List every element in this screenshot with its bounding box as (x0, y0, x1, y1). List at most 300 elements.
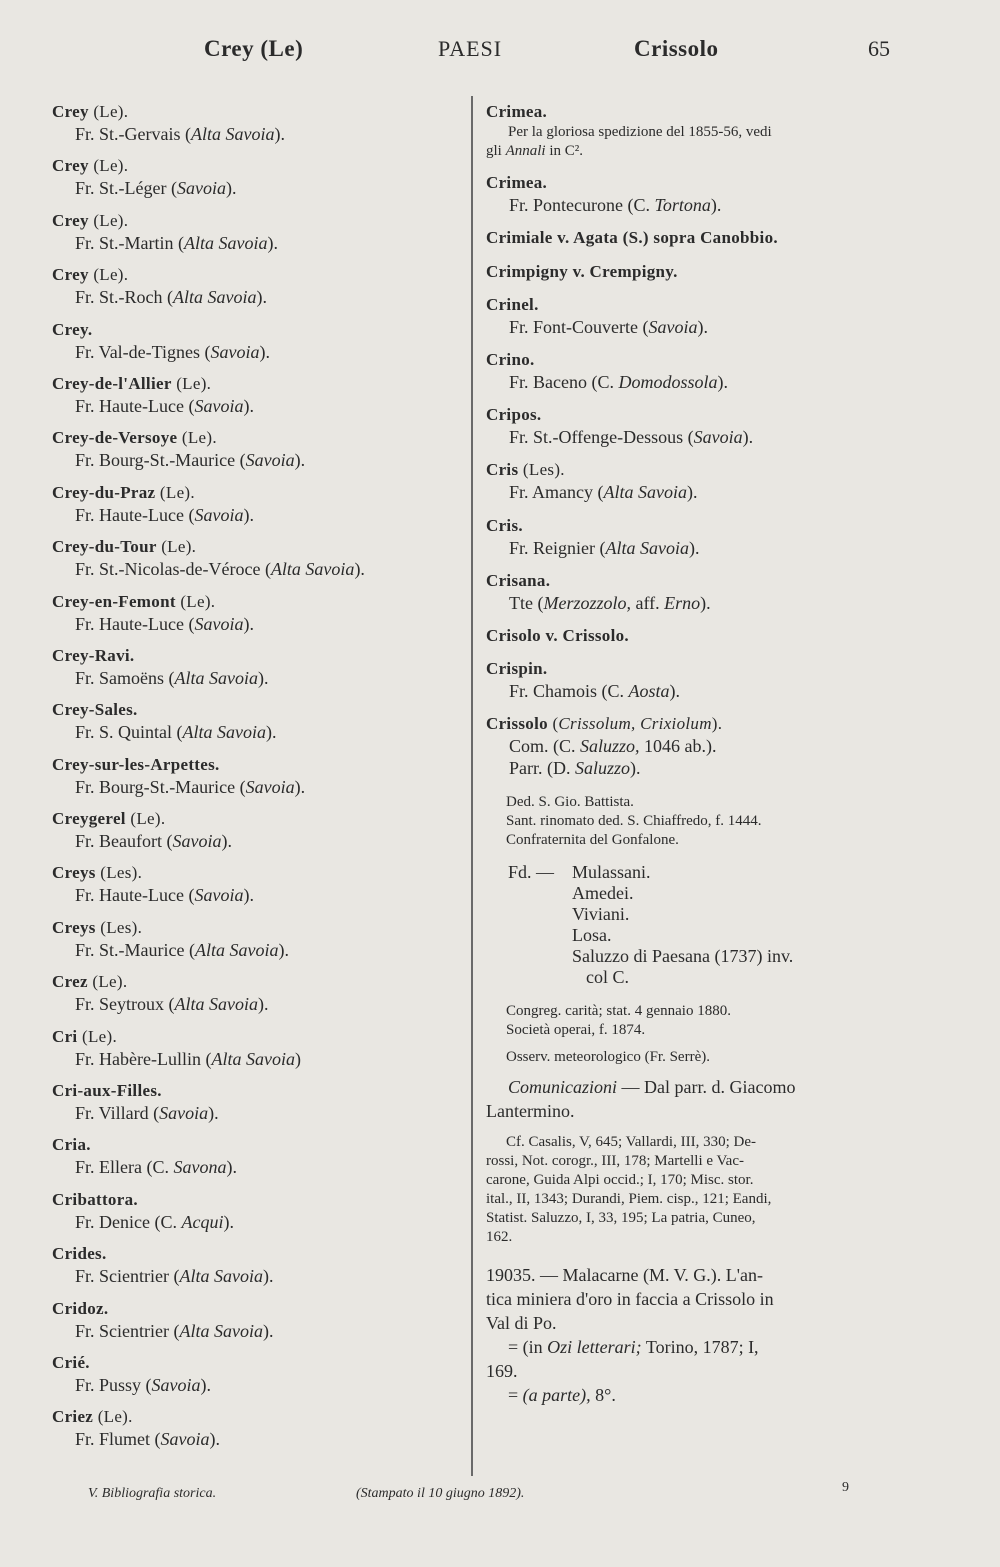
entry-sub (52, 1320, 462, 1342)
entry-head-extra: (Le). (93, 1407, 133, 1427)
gazetteer-entry (52, 1189, 462, 1233)
entry-head (52, 1243, 462, 1265)
entry-text (486, 123, 906, 142)
entry-head-text: Cridoz. (52, 1298, 109, 1318)
entry-text-part: 1046 ab.). (639, 736, 717, 757)
header-right-term: Crissolo (634, 36, 719, 61)
entry-head-text: Crissolo (486, 714, 548, 734)
gazetteer-entry (52, 1298, 462, 1342)
entry-head-extra: (Le). (87, 972, 128, 992)
entry-head-text: Crey (52, 210, 89, 230)
entry-text-italic: Savoia (194, 395, 244, 416)
entry-cris (486, 459, 906, 503)
info-line: Congreg. carità; stat. 4 gennaio 1880. (506, 1003, 731, 1020)
entry-head-text: Crey-sur-les-Arpettes. (52, 754, 220, 774)
entry-text-part: aff. (631, 592, 665, 613)
entry-head (52, 1134, 462, 1156)
entry-head (52, 808, 462, 830)
biblio-line (486, 1335, 906, 1359)
entry-head (52, 754, 462, 776)
entry-head: Crisana. (486, 570, 551, 590)
entry-head-text: Crey (52, 156, 89, 176)
entry-head-extra: (Le). (88, 102, 129, 121)
entry-text (486, 142, 906, 161)
entry-head-text: Cris (486, 460, 519, 480)
biblio-line: Val di Po. (486, 1313, 557, 1334)
entry-text-part: ). (256, 287, 268, 308)
gazetteer-entry (52, 1026, 462, 1070)
entry-text-part: Fr. Font-Couverte ( (509, 316, 649, 337)
entry-text-part: Fr. St.-Léger ( (75, 178, 177, 199)
entry-text-part: ). (266, 722, 277, 743)
cf-line: rossi, Not. corogr., III, 178; Martelli e Vac- (486, 1153, 744, 1170)
entry-sub (486, 735, 906, 757)
entry-text-part: Fr. Scientrier ( (75, 1320, 180, 1341)
entry-text-part: ). (243, 395, 254, 416)
entry-crisana (486, 570, 906, 614)
entry-text-italic: Alta Savoia (605, 537, 689, 558)
entry-text-part: ). (274, 124, 285, 144)
entry-head-text: Crey. (52, 319, 93, 339)
entry-sub (52, 1156, 462, 1178)
bibliography-entry-19035 (486, 1263, 906, 1407)
biblio-text: = (in (508, 1337, 548, 1358)
gazetteer-entry (52, 427, 462, 471)
entry-head (52, 699, 462, 721)
entry-text-italic: Erno (664, 592, 701, 613)
entry-text-part: Com. (C. (509, 736, 581, 757)
entry-head (52, 264, 462, 286)
entry-text-part: Fr. St.-Gervais ( (75, 124, 191, 144)
entry-head-extra: (Le). (88, 265, 129, 285)
entry-head: Crimpigny v. Crempigny. (486, 261, 678, 281)
entry-sub (52, 177, 462, 199)
entry-text-part: ). (243, 885, 254, 906)
entry-cris-2 (486, 515, 906, 559)
entry-text-part: Fr. Flumet ( (75, 1429, 161, 1450)
entry-text-italic: Savoia (245, 450, 295, 471)
entry-text-italic: Alta Savoia (184, 232, 268, 253)
comm-line (486, 1075, 906, 1099)
gazetteer-entry (52, 536, 462, 580)
entry-head-text: Crey-de-Versoye (52, 428, 178, 448)
entry-sub (52, 776, 462, 798)
cf-line: ital., II, 1343; Durandi, Piem. cisp., 121; Eandi, (486, 1191, 772, 1208)
biblio-line: 169. (486, 1361, 518, 1382)
entry-text-part: ). (687, 482, 698, 503)
entry-text-italic: Alta Savoia (270, 559, 355, 580)
page-number: 65 (868, 36, 890, 61)
entry-sub (486, 537, 906, 559)
entry-sub (52, 341, 462, 363)
entry-crissolo (486, 713, 906, 779)
entry-text-part: ). (259, 341, 271, 362)
entry-text-italic: Aosta (628, 681, 670, 702)
entry-sub (52, 1211, 462, 1233)
entry-text-part: ). (354, 559, 365, 580)
feudatario-name: Losa. (572, 925, 612, 946)
entry-cripos (486, 404, 906, 448)
entry-text-italic: Domodossola (618, 371, 718, 392)
entry-head (52, 1352, 462, 1374)
entry-head-text: Crides. (52, 1244, 107, 1264)
biblio-line (486, 1383, 906, 1407)
entry-head-text: Cribattora. (52, 1189, 138, 1209)
entry-head (486, 713, 906, 735)
entry-head-text: Crié. (52, 1352, 90, 1372)
entry-text-part: Fr. Val-de-Tignes ( (75, 341, 211, 362)
entry-sub (52, 884, 462, 906)
entry-text-part: Per la gloriosa spedizione del 1855-56, vedi (508, 124, 772, 140)
entry-text-part: ). (278, 939, 289, 960)
entry-sub (52, 613, 462, 635)
entry-text-part: ). (717, 371, 729, 392)
entry-head-text: Creys (52, 863, 96, 883)
entry-head: Crispin. (486, 659, 548, 679)
entry-text-part: Fr. Pontecurone (C. (509, 195, 655, 216)
entry-head (52, 427, 462, 449)
entry-head (52, 1189, 462, 1211)
entry-head: Crimea. (486, 173, 548, 193)
entry-text-part: Tte ( (509, 592, 544, 613)
entry-text-part: Fr. S. Quintal ( (75, 722, 183, 743)
gazetteer-entry (52, 645, 462, 689)
entry-crimpigny (486, 261, 906, 283)
entry-text-italic: Alta Savoia (179, 1320, 263, 1341)
biblio-line: 19035. — Malacarne (M. V. G.). L'an- (486, 1265, 764, 1286)
entry-text-part: Fr. Haute-Luce ( (75, 613, 195, 634)
entry-text-part: ) (294, 1048, 301, 1069)
gazetteer-entry (52, 101, 462, 145)
info-line: Confraternita del Gonfalone. (506, 832, 679, 849)
entry-head: Crimea. (486, 102, 548, 121)
gazetteer-entry (52, 264, 462, 308)
right-column (486, 101, 906, 1407)
gazetteer-entry (52, 373, 462, 417)
entry-sub (52, 504, 462, 526)
gazetteer-entry (52, 862, 462, 906)
entry-text-part: in C². (545, 143, 584, 159)
entry-sub (52, 939, 462, 961)
gazetteer-entry (52, 210, 462, 254)
entry-head (52, 917, 462, 939)
entry-head-extra: (Le). (171, 373, 212, 393)
entry-text-italic: Savoia (210, 341, 260, 362)
entry-text-part: ). (258, 994, 269, 1015)
gazetteer-entry (52, 155, 462, 199)
entry-text-italic: Saluzzo, (580, 736, 640, 757)
entry-head-extra: (Le). (77, 1026, 118, 1046)
entry-text-part: ). (243, 504, 254, 525)
entry-text-part: gli (486, 143, 506, 159)
entry-head: Crimiale v. Agata (S.) sopra Canobbio. (486, 228, 778, 248)
entry-crimiale (486, 227, 906, 249)
entry-crimea (486, 101, 906, 161)
biblio-text: Torino, 1787; I, (641, 1337, 759, 1358)
entry-head: Cripos. (486, 405, 542, 425)
entry-text-part: ). (294, 776, 306, 797)
entry-head-text: Crey (52, 102, 89, 121)
entry-sub (52, 558, 462, 580)
entry-crino (486, 349, 906, 393)
feudatario-name: Amedei. (572, 883, 634, 904)
comm-italic: Comunicazioni (508, 1077, 618, 1098)
entry-text-part: Fr. Baceno (C. (509, 371, 619, 392)
entry-text-part: ). (226, 1157, 237, 1178)
entry-text-part: ). (262, 1320, 274, 1341)
entry-text-italic: Savoia (159, 1103, 209, 1124)
entry-sub (52, 449, 462, 471)
entry-text-part: Fr. Habère-Lullin ( (75, 1048, 212, 1069)
left-column (52, 101, 462, 1461)
footer-print-date: (Stampato il 10 giugno 1892). (356, 1486, 525, 1501)
entry-head (52, 319, 462, 341)
entry-text-part: ). (209, 1429, 221, 1450)
entry-text-part: ). (208, 1103, 219, 1124)
entry-text-italic: Merzozzolo, (543, 592, 631, 613)
entry-text-part: ). (267, 232, 279, 253)
entry-head-text: Cria. (52, 1135, 91, 1155)
entry-text-italic: Savoia (160, 1429, 210, 1450)
entry-text-part: ). (200, 1374, 212, 1395)
entry-head (52, 482, 462, 504)
info-line: Osserv. meteorologico (Fr. Serrè). (506, 1049, 710, 1066)
entry-crispin (486, 658, 906, 702)
entry-head (52, 1026, 462, 1048)
entry-text-part: ). (710, 195, 722, 216)
gazetteer-entry (52, 917, 462, 961)
cf-line: 162. (486, 1229, 513, 1246)
entry-sub (486, 426, 906, 448)
entry-text-part: Fr. Chamois (C. (509, 681, 629, 702)
entry-sub (52, 830, 462, 852)
entry-text-part: ). (669, 681, 681, 702)
feudatario-name: Mulassani. (572, 862, 651, 883)
cf-line: Statist. Saluzzo, I, 33, 195; La patria, Cuneo, (486, 1210, 756, 1227)
gazetteer-entry (52, 591, 462, 635)
entry-sub (486, 680, 906, 702)
entry-text-italic: Savoia (194, 504, 244, 525)
entry-sub (52, 993, 462, 1015)
entry-head (52, 1406, 462, 1428)
entry-text-part: Fr. St.-Roch ( (75, 287, 174, 308)
gazetteer-entry (52, 1243, 462, 1287)
entry-head-text: Creys (52, 917, 96, 937)
entry-head-text: Creygerel (52, 809, 126, 829)
entry-crimea-2 (486, 172, 906, 216)
entry-text-part: Fr. Scientrier ( (75, 1266, 180, 1287)
entry-head-extra: ( (547, 714, 559, 734)
cf-references (486, 1133, 906, 1247)
entry-sub (52, 1048, 462, 1070)
entry-text-part: Fr. St.-Martin ( (75, 232, 185, 253)
feudatario-name: Saluzzo di Paesana (1737) inv. (572, 946, 794, 967)
entry-text-part: ). (262, 1266, 274, 1287)
entry-head-text: Crey-Sales. (52, 700, 138, 720)
entry-head-text: Crey-du-Praz (52, 482, 156, 502)
feudatari-list (486, 862, 906, 988)
footer-sheet-number: 9 (842, 1480, 849, 1495)
entry-sub (486, 371, 906, 393)
entry-text-italic: Alta Savoia (174, 667, 259, 688)
entry-head: Crino. (486, 349, 535, 369)
biblio-italic: (a parte), (522, 1385, 591, 1406)
entry-sub (52, 1428, 462, 1450)
entry-text-part: Fr. Ellera (C. (75, 1157, 174, 1178)
entry-text-italic: Savoia (172, 831, 222, 852)
entry-text-part: Fr. St.-Maurice ( (75, 939, 195, 960)
entry-text-part: Fr. Reignier ( (509, 537, 606, 558)
entry-text-italic: Savoia (648, 316, 698, 337)
entry-text-part: ). (225, 178, 237, 199)
entry-text-part: ). (689, 537, 700, 558)
entry-head-extra: (Les). (95, 863, 143, 883)
entry-head-text: Crey-en-Femont (52, 591, 176, 611)
entry-text-italic: Savoia (194, 885, 244, 906)
entry-text-italic: Alta Savoia (194, 939, 279, 960)
entry-text-part: ). (221, 831, 232, 852)
entry-head: Crinel. (486, 294, 539, 314)
entry-head (52, 101, 462, 123)
page-footer (0, 1480, 1000, 1510)
entry-head (52, 862, 462, 884)
entry-sub (486, 481, 906, 503)
entry-sub (52, 1265, 462, 1287)
entry-sub (52, 395, 462, 417)
entry-sub (486, 194, 906, 216)
entry-text-part: ). (697, 316, 708, 337)
entry-head-text: Crey (52, 265, 89, 285)
info-line: Sant. rinomato ded. S. Chiaffredo, f. 1444. (506, 813, 762, 830)
gazetteer-entry (52, 1134, 462, 1178)
entry-text-part: ). (700, 592, 711, 613)
footer-left-text: V. Bibliografia storica. (88, 1486, 217, 1501)
entry-head-text: Crez (52, 972, 88, 992)
communications (486, 1075, 906, 1123)
entry-text-italic: Saluzzo (575, 758, 631, 779)
biblio-italic: Ozi letterari; (547, 1337, 642, 1358)
entry-text-italic: Savona (173, 1157, 227, 1178)
entry-sub (486, 316, 906, 338)
entry-sub (52, 232, 462, 254)
gazetteer-entry (52, 482, 462, 526)
entry-crisolo (486, 625, 906, 647)
entry-text-italic: Savoia (176, 178, 226, 199)
entry-text-part: ). (243, 613, 254, 634)
entry-head (52, 971, 462, 993)
entry-text-part: Fr. Bourg-St.-Maurice ( (75, 450, 246, 471)
biblio-text: = (508, 1385, 523, 1406)
entry-text-part: Fr. St.-Nicolas-de-Véroce ( (75, 559, 271, 580)
entry-text-italic: Alta Savoia (211, 1048, 295, 1069)
entry-head (52, 1080, 462, 1102)
column-divider (471, 96, 473, 1476)
entry-text-part: Fr. Haute-Luce ( (75, 504, 195, 525)
entry-text-italic: Savoia (194, 613, 244, 634)
entry-head-extra: (Le). (88, 156, 129, 176)
entry-head-extra: (Le). (177, 428, 217, 448)
entry-sub (52, 721, 462, 743)
entry-head-extra: (Les). (518, 460, 565, 480)
entry-head-extra: (Le). (125, 809, 166, 829)
entry-sub (52, 286, 462, 308)
entry-sub (486, 592, 906, 614)
entry-text-italic: Alta Savoia (191, 124, 275, 144)
entry-text-italic: Alta Savoia (174, 994, 259, 1015)
info-line: Società operai, f. 1874. (506, 1022, 646, 1039)
feudatario-name: Viviani. (572, 904, 630, 925)
entry-head-extra: (Le). (175, 591, 216, 611)
comm-line: Lantermino. (486, 1101, 575, 1122)
entry-head-extra: (Le). (156, 537, 197, 557)
entry-text-italic: Acqui (181, 1211, 224, 1232)
entry-head (486, 459, 906, 481)
gazetteer-entry (52, 1406, 462, 1450)
entry-text-italic: Savoia (245, 776, 295, 797)
gazetteer-entry (52, 971, 462, 1015)
entry-text-italic: Alta Savoia (173, 287, 257, 308)
entry-head (52, 155, 462, 177)
entry-head: Crisolo v. Crissolo. (486, 625, 629, 645)
cf-line: carone, Guida Alpi occid.; I, 170; Misc. stor. (486, 1172, 754, 1189)
entry-text-part: Fr. Amancy ( (509, 482, 604, 503)
entry-head (52, 645, 462, 667)
entry-text-part: Fr. Beaufort ( (75, 831, 173, 852)
header-left-term: Crey (Le) (204, 36, 304, 61)
feudatario-name: col C. (586, 967, 629, 988)
crissolo-observatory (486, 1048, 906, 1067)
entry-sub (52, 123, 462, 145)
entry-text-italic: Savoia (151, 1374, 201, 1395)
gazetteer-entry (52, 699, 462, 743)
biblio-text: 8°. (590, 1385, 616, 1406)
entry-text-part: Fr. Villard ( (75, 1103, 160, 1124)
entry-sub (52, 1374, 462, 1396)
entry-text-part: ). (630, 758, 641, 779)
feudatari-label: Fd. — (508, 862, 555, 883)
entry-text-part: ). (258, 667, 269, 688)
entry-head (52, 591, 462, 613)
entry-text-part: Fr. Denice (C. (75, 1211, 182, 1232)
entry-head-text: Cri-aux-Filles. (52, 1081, 162, 1101)
entry-head-text: Cri (52, 1026, 78, 1046)
entry-sub (486, 757, 906, 779)
entry-text-italic: Savoia (693, 427, 743, 448)
entry-text-part: Fr. St.-Offenge-Dessous ( (509, 427, 694, 448)
feudatari-names (572, 862, 793, 988)
gazetteer-entry (52, 319, 462, 363)
entry-text-part: Fr. Bourg-St.-Maurice ( (75, 776, 246, 797)
entry-sub (52, 1102, 462, 1124)
entry-text-part: ). (223, 1211, 234, 1232)
entry-text-part: Parr. (D. (509, 758, 575, 779)
entry-text-part: ). (294, 450, 306, 471)
gazetteer-entry (52, 808, 462, 852)
entry-head-extra: (Le). (88, 210, 129, 230)
entry-text-italic: Tortona (654, 195, 711, 216)
header-section-title: PAESI (438, 36, 503, 61)
entry-head-text: Crey-Ravi. (52, 645, 135, 665)
running-header (0, 36, 1000, 76)
entry-head-text: Criez (52, 1407, 94, 1427)
info-line: Ded. S. Gio. Battista. (506, 794, 634, 811)
entry-text-italic: Annali (505, 143, 546, 159)
biblio-line: tica miniera d'oro in faccia a Crissolo in (486, 1289, 774, 1310)
gazetteer-entry (52, 1080, 462, 1124)
comm-text: — Dal parr. d. Giacomo (617, 1077, 796, 1098)
crissolo-society-info (486, 1002, 906, 1040)
footer-signature (88, 1486, 216, 1502)
